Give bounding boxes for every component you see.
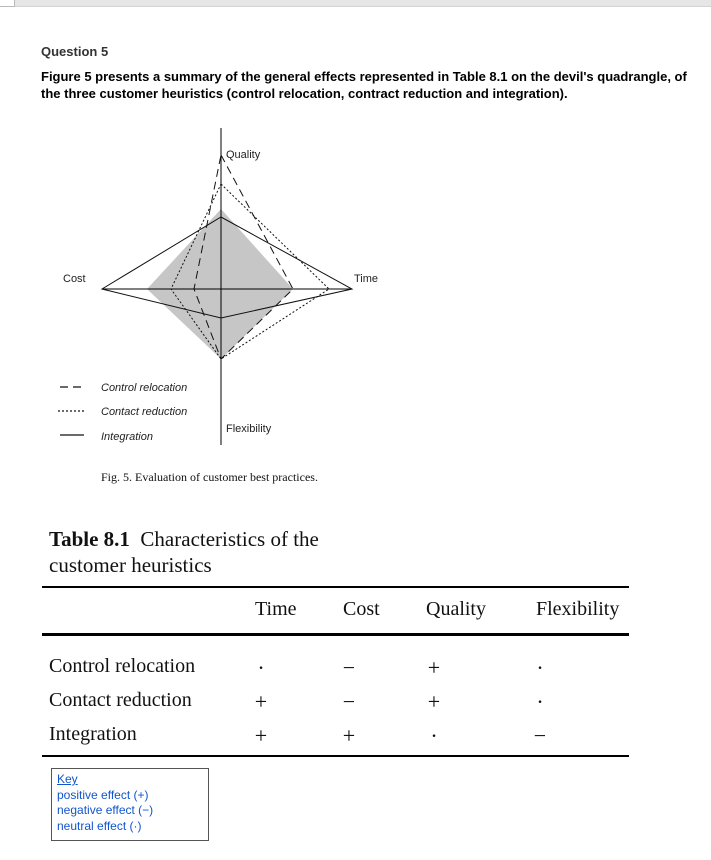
cell-integration-cost: + bbox=[342, 723, 356, 748]
table-title bbox=[49, 526, 349, 578]
question-text: Figure 5 presents a summary of the general effects represented in Table 8.1 on the devil's quadrangle, of the three customer heuristics (control relocation, contract reduction and integration). bbox=[41, 69, 687, 101]
cell-control-relocation-cost: − bbox=[342, 655, 356, 680]
column-header-cost: Cost bbox=[343, 598, 380, 620]
cell-integration-time: + bbox=[254, 723, 268, 748]
key-line-positive: positive effect (+) bbox=[57, 787, 149, 802]
neutral-shaded-area bbox=[147, 209, 293, 359]
figure-caption: Fig. 5. Evaluation of customer best practices. bbox=[101, 470, 318, 484]
question-title: Question 5 bbox=[41, 44, 109, 59]
column-header-flexibility: Flexibility bbox=[536, 598, 620, 620]
row-label-contact-reduction: Contact reduction bbox=[49, 689, 192, 711]
axis-label-cost: Cost bbox=[63, 273, 86, 285]
legend-label-integration: Integration bbox=[101, 431, 153, 443]
cell-integration-flexibility: − bbox=[533, 723, 547, 748]
row-label-control-relocation: Control relocation bbox=[49, 655, 196, 677]
row-label-integration: Integration bbox=[49, 723, 137, 745]
column-header-time: Time bbox=[255, 598, 297, 620]
key-line-negative: negative effect (−) bbox=[57, 803, 154, 817]
key-line-neutral: neutral effect (·) bbox=[57, 818, 142, 833]
table-title-text: Characteristics of the customer heuristics bbox=[49, 527, 319, 577]
table-bottom-rule bbox=[42, 755, 629, 757]
cell-control-relocation-flexibility: · bbox=[536, 655, 544, 680]
table-title-number: Table 8.1 bbox=[49, 527, 130, 551]
key-box bbox=[51, 768, 209, 841]
top-toolbar-strip bbox=[0, 0, 711, 7]
cell-integration-quality: · bbox=[430, 723, 438, 748]
key-title-link[interactable]: Key bbox=[57, 772, 78, 786]
cell-control-relocation-quality: + bbox=[427, 655, 441, 680]
table-top-rule bbox=[42, 586, 629, 588]
table-header-rule bbox=[42, 633, 629, 636]
cell-contact-reduction-cost: − bbox=[342, 689, 356, 714]
column-header-quality: Quality bbox=[426, 598, 486, 620]
devils-quadrangle-figure bbox=[0, 120, 711, 460]
corner-checkbox[interactable] bbox=[0, 0, 15, 7]
axis-label-quality: Quality bbox=[226, 149, 261, 161]
cell-contact-reduction-quality: + bbox=[427, 689, 441, 714]
axis-label-time: Time bbox=[354, 273, 379, 285]
legend-label-contact-reduction: Contact reduction bbox=[101, 406, 188, 418]
axis-label-flexibility: Flexibility bbox=[226, 423, 272, 435]
cell-contact-reduction-time: + bbox=[254, 689, 268, 714]
cell-control-relocation-time: · bbox=[257, 655, 265, 680]
cell-contact-reduction-flexibility: · bbox=[536, 689, 544, 714]
legend-label-control-relocation: Control relocation bbox=[101, 382, 188, 394]
